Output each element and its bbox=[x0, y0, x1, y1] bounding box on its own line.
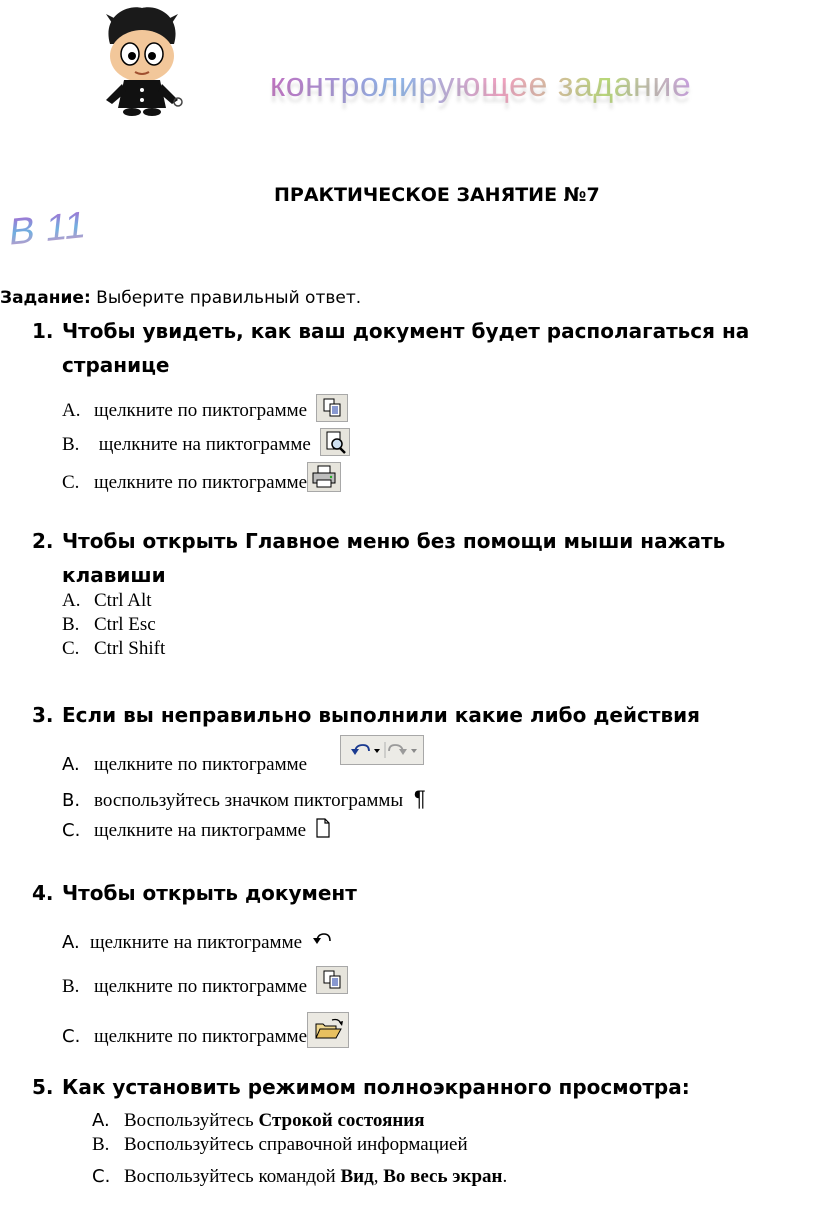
option-4a bbox=[62, 930, 333, 954]
copy-icon[interactable] bbox=[316, 394, 348, 422]
task-label: Задание: bbox=[0, 288, 91, 308]
question-text: Как установить режимом полноэкранного просмотра: bbox=[62, 1075, 690, 1099]
question-number: 5. bbox=[32, 1075, 54, 1099]
option-letter: A. bbox=[62, 754, 80, 775]
option-letter: B. bbox=[92, 1134, 110, 1155]
option-text: щелкните по пиктограмме bbox=[94, 1026, 308, 1047]
option-text: щелкните на пиктограмме bbox=[94, 434, 311, 455]
task-text: Выберите правильный ответ. bbox=[96, 288, 362, 308]
open-folder-icon[interactable] bbox=[307, 1012, 349, 1048]
question-text: Чтобы увидеть, как ваш документ будет располагаться на странице bbox=[62, 319, 750, 377]
new-document-icon[interactable] bbox=[315, 818, 331, 838]
option-text: щелкните по пиктограмме bbox=[94, 400, 308, 421]
pilcrow-icon[interactable]: ¶ bbox=[413, 786, 426, 811]
undo-arrow-icon[interactable] bbox=[311, 930, 333, 946]
page-title: ПРАКТИЧЕСКОЕ ЗАНЯТИЕ №7 bbox=[274, 184, 600, 206]
question-4 bbox=[32, 876, 792, 912]
option-text: Ctrl Esc bbox=[94, 614, 156, 635]
question-number: 2. bbox=[32, 529, 54, 553]
option-2b bbox=[62, 614, 156, 636]
option-4b bbox=[62, 966, 348, 998]
undo-redo-icon[interactable] bbox=[340, 735, 424, 765]
option-1a bbox=[62, 394, 348, 422]
option-5b bbox=[92, 1134, 468, 1156]
option-5c bbox=[92, 1166, 507, 1188]
question-number: 4. bbox=[32, 881, 54, 905]
option-text: воспользуйтесь значком пиктограммы bbox=[94, 790, 404, 811]
question-text: Если вы неправильно выполнили какие либо действия bbox=[62, 703, 700, 727]
option-3b bbox=[62, 786, 426, 812]
question-2 bbox=[32, 524, 792, 594]
mascot-icon bbox=[92, 4, 192, 119]
question-3 bbox=[32, 698, 792, 734]
option-text-sep: , bbox=[373, 1166, 384, 1187]
badge-text: В 11 bbox=[7, 204, 89, 254]
option-text: Ctrl Shift bbox=[94, 638, 166, 659]
option-text: щелкните на пиктограмме bbox=[90, 932, 303, 953]
option-3c bbox=[62, 818, 331, 842]
option-letter: B. bbox=[62, 790, 81, 811]
question-text: Чтобы открыть Главное меню без помощи мыши нажать клавиши bbox=[62, 529, 726, 587]
banner-text: контролирующее задание bbox=[270, 66, 692, 104]
option-letter: B. bbox=[62, 976, 80, 997]
option-1c bbox=[62, 462, 341, 494]
option-2a bbox=[62, 590, 152, 612]
option-5a bbox=[92, 1110, 425, 1132]
option-letter: B. bbox=[62, 434, 80, 455]
option-bold-text-2: Во весь экран bbox=[383, 1166, 503, 1187]
option-text: Воспользуйтесь командой bbox=[124, 1166, 341, 1187]
print-preview-icon[interactable] bbox=[320, 428, 350, 456]
question-number: 3. bbox=[32, 703, 54, 727]
option-letter: A. bbox=[92, 1110, 110, 1131]
option-letter: B. bbox=[62, 614, 80, 635]
copy-icon[interactable] bbox=[316, 966, 348, 994]
question-5 bbox=[32, 1070, 792, 1106]
option-letter: A. bbox=[62, 400, 81, 421]
option-bold-text: Вид bbox=[340, 1166, 374, 1187]
question-text: Чтобы открыть документ bbox=[62, 881, 357, 905]
option-text: щелкните по пиктограмме bbox=[94, 472, 308, 493]
option-text-end: . bbox=[502, 1166, 508, 1187]
question-number: 1. bbox=[32, 319, 54, 343]
option-letter: C. bbox=[62, 472, 80, 493]
option-text: щелкните на пиктограмме bbox=[94, 820, 307, 841]
option-letter: A. bbox=[62, 590, 81, 611]
option-letter: C. bbox=[62, 1026, 81, 1047]
printer-icon[interactable] bbox=[307, 462, 341, 492]
option-letter: A. bbox=[62, 932, 80, 953]
question-1 bbox=[32, 314, 792, 384]
option-2c bbox=[62, 638, 165, 660]
option-1b bbox=[62, 428, 350, 456]
option-letter: C. bbox=[62, 820, 81, 841]
option-3a bbox=[62, 754, 307, 776]
option-text: Ctrl Alt bbox=[94, 590, 152, 611]
option-letter: C. bbox=[92, 1166, 111, 1187]
option-4c bbox=[62, 1012, 349, 1048]
option-text: Воспользуйтесь справочной информацией bbox=[124, 1134, 468, 1155]
option-text: щелкните по пиктограмме bbox=[94, 976, 308, 997]
option-bold-text: Строкой состояния bbox=[258, 1110, 425, 1131]
option-letter: C. bbox=[62, 638, 80, 659]
task-line bbox=[0, 288, 361, 308]
option-text: щелкните по пиктограмме bbox=[94, 754, 308, 775]
option-text: Воспользуйтесь bbox=[124, 1110, 259, 1131]
